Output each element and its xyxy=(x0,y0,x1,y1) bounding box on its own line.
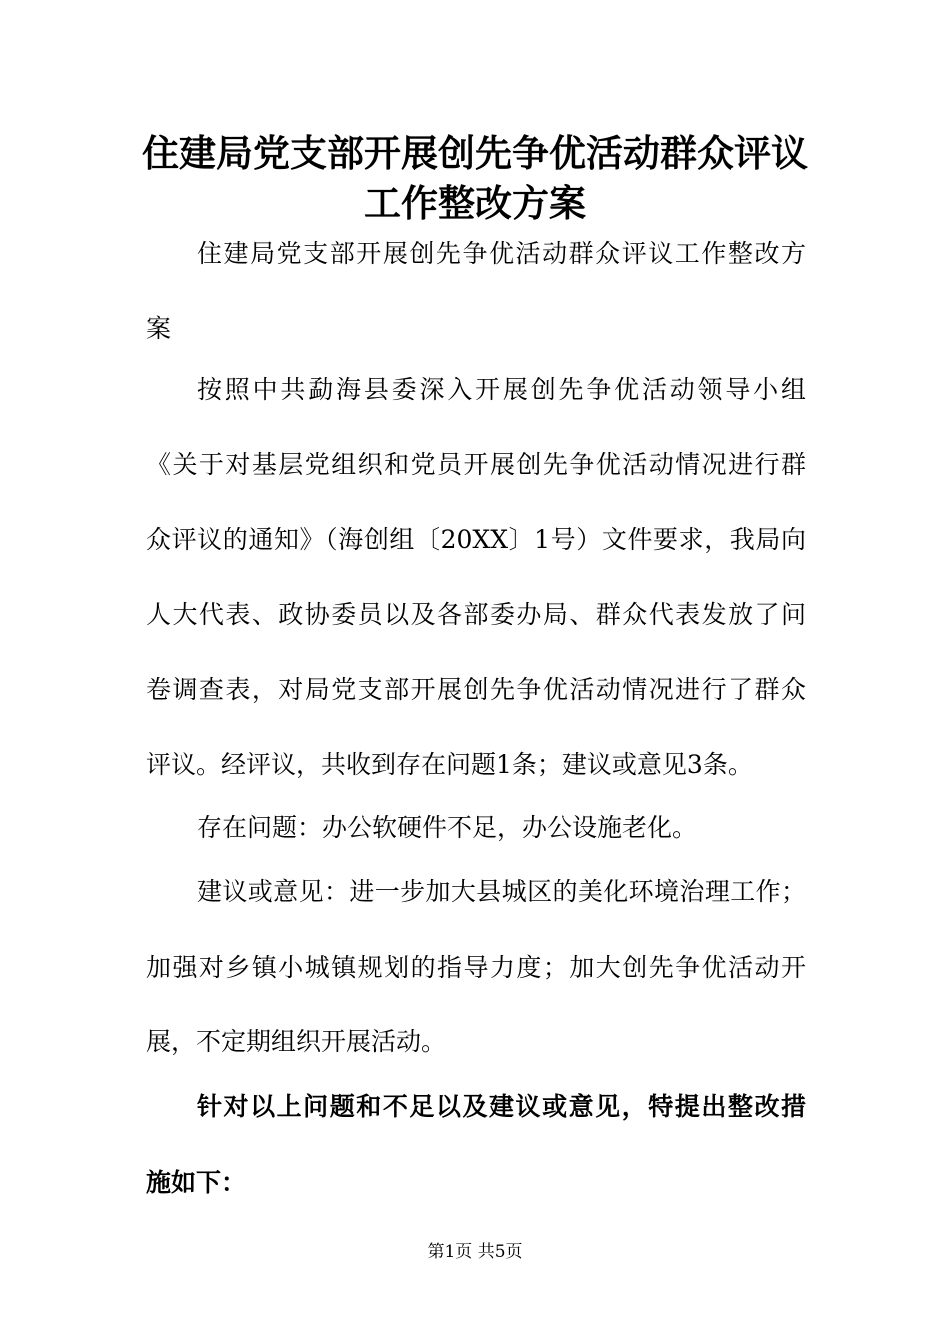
body-line: 《关于对基层党组织和党员开展创先争优活动情况进行群 xyxy=(146,450,806,479)
body-line: 案 xyxy=(146,314,172,343)
body-line: 按照中共勐海县委深入开展创先争优活动领导小组 xyxy=(197,375,806,404)
document-title-line-1: 住建局党支部开展创先争优活动群众评议 xyxy=(142,131,808,175)
body-line: 住建局党支部开展创先争优活动群众评议工作整改方 xyxy=(197,239,806,268)
body-line: 加强对乡镇小城镇规划的指导力度；加大创先争优活动开 xyxy=(146,953,806,982)
body-line: 存在问题：办公软硬件不足，办公设施老化。 xyxy=(197,813,698,842)
body-line: 建议或意见：进一步加大县城区的美化环境治理工作； xyxy=(197,877,806,906)
body-line: 展，不定期组织开展活动。 xyxy=(146,1027,447,1056)
document-title-line-2: 工作整改方案 xyxy=(364,181,586,225)
body-line: 众评议的通知》（海创组〔20XX〕1号）文件要求，我局向 xyxy=(146,525,806,554)
body-line: 评议。经评议，共收到存在问题1条；建议或意见3条。 xyxy=(146,750,753,779)
body-line: 卷调查表，对局党支部开展创先争优活动情况进行了群众 xyxy=(146,675,806,704)
page-number-footer: 第1页 共5页 xyxy=(427,1242,523,1262)
body-line-bold: 针对以上问题和不足以及建议或意见，特提出整改措 xyxy=(197,1092,806,1121)
body-line-bold: 施如下： xyxy=(146,1168,247,1197)
body-line: 人大代表、政协委员以及各部委办局、群众代表发放了问 xyxy=(146,600,806,629)
